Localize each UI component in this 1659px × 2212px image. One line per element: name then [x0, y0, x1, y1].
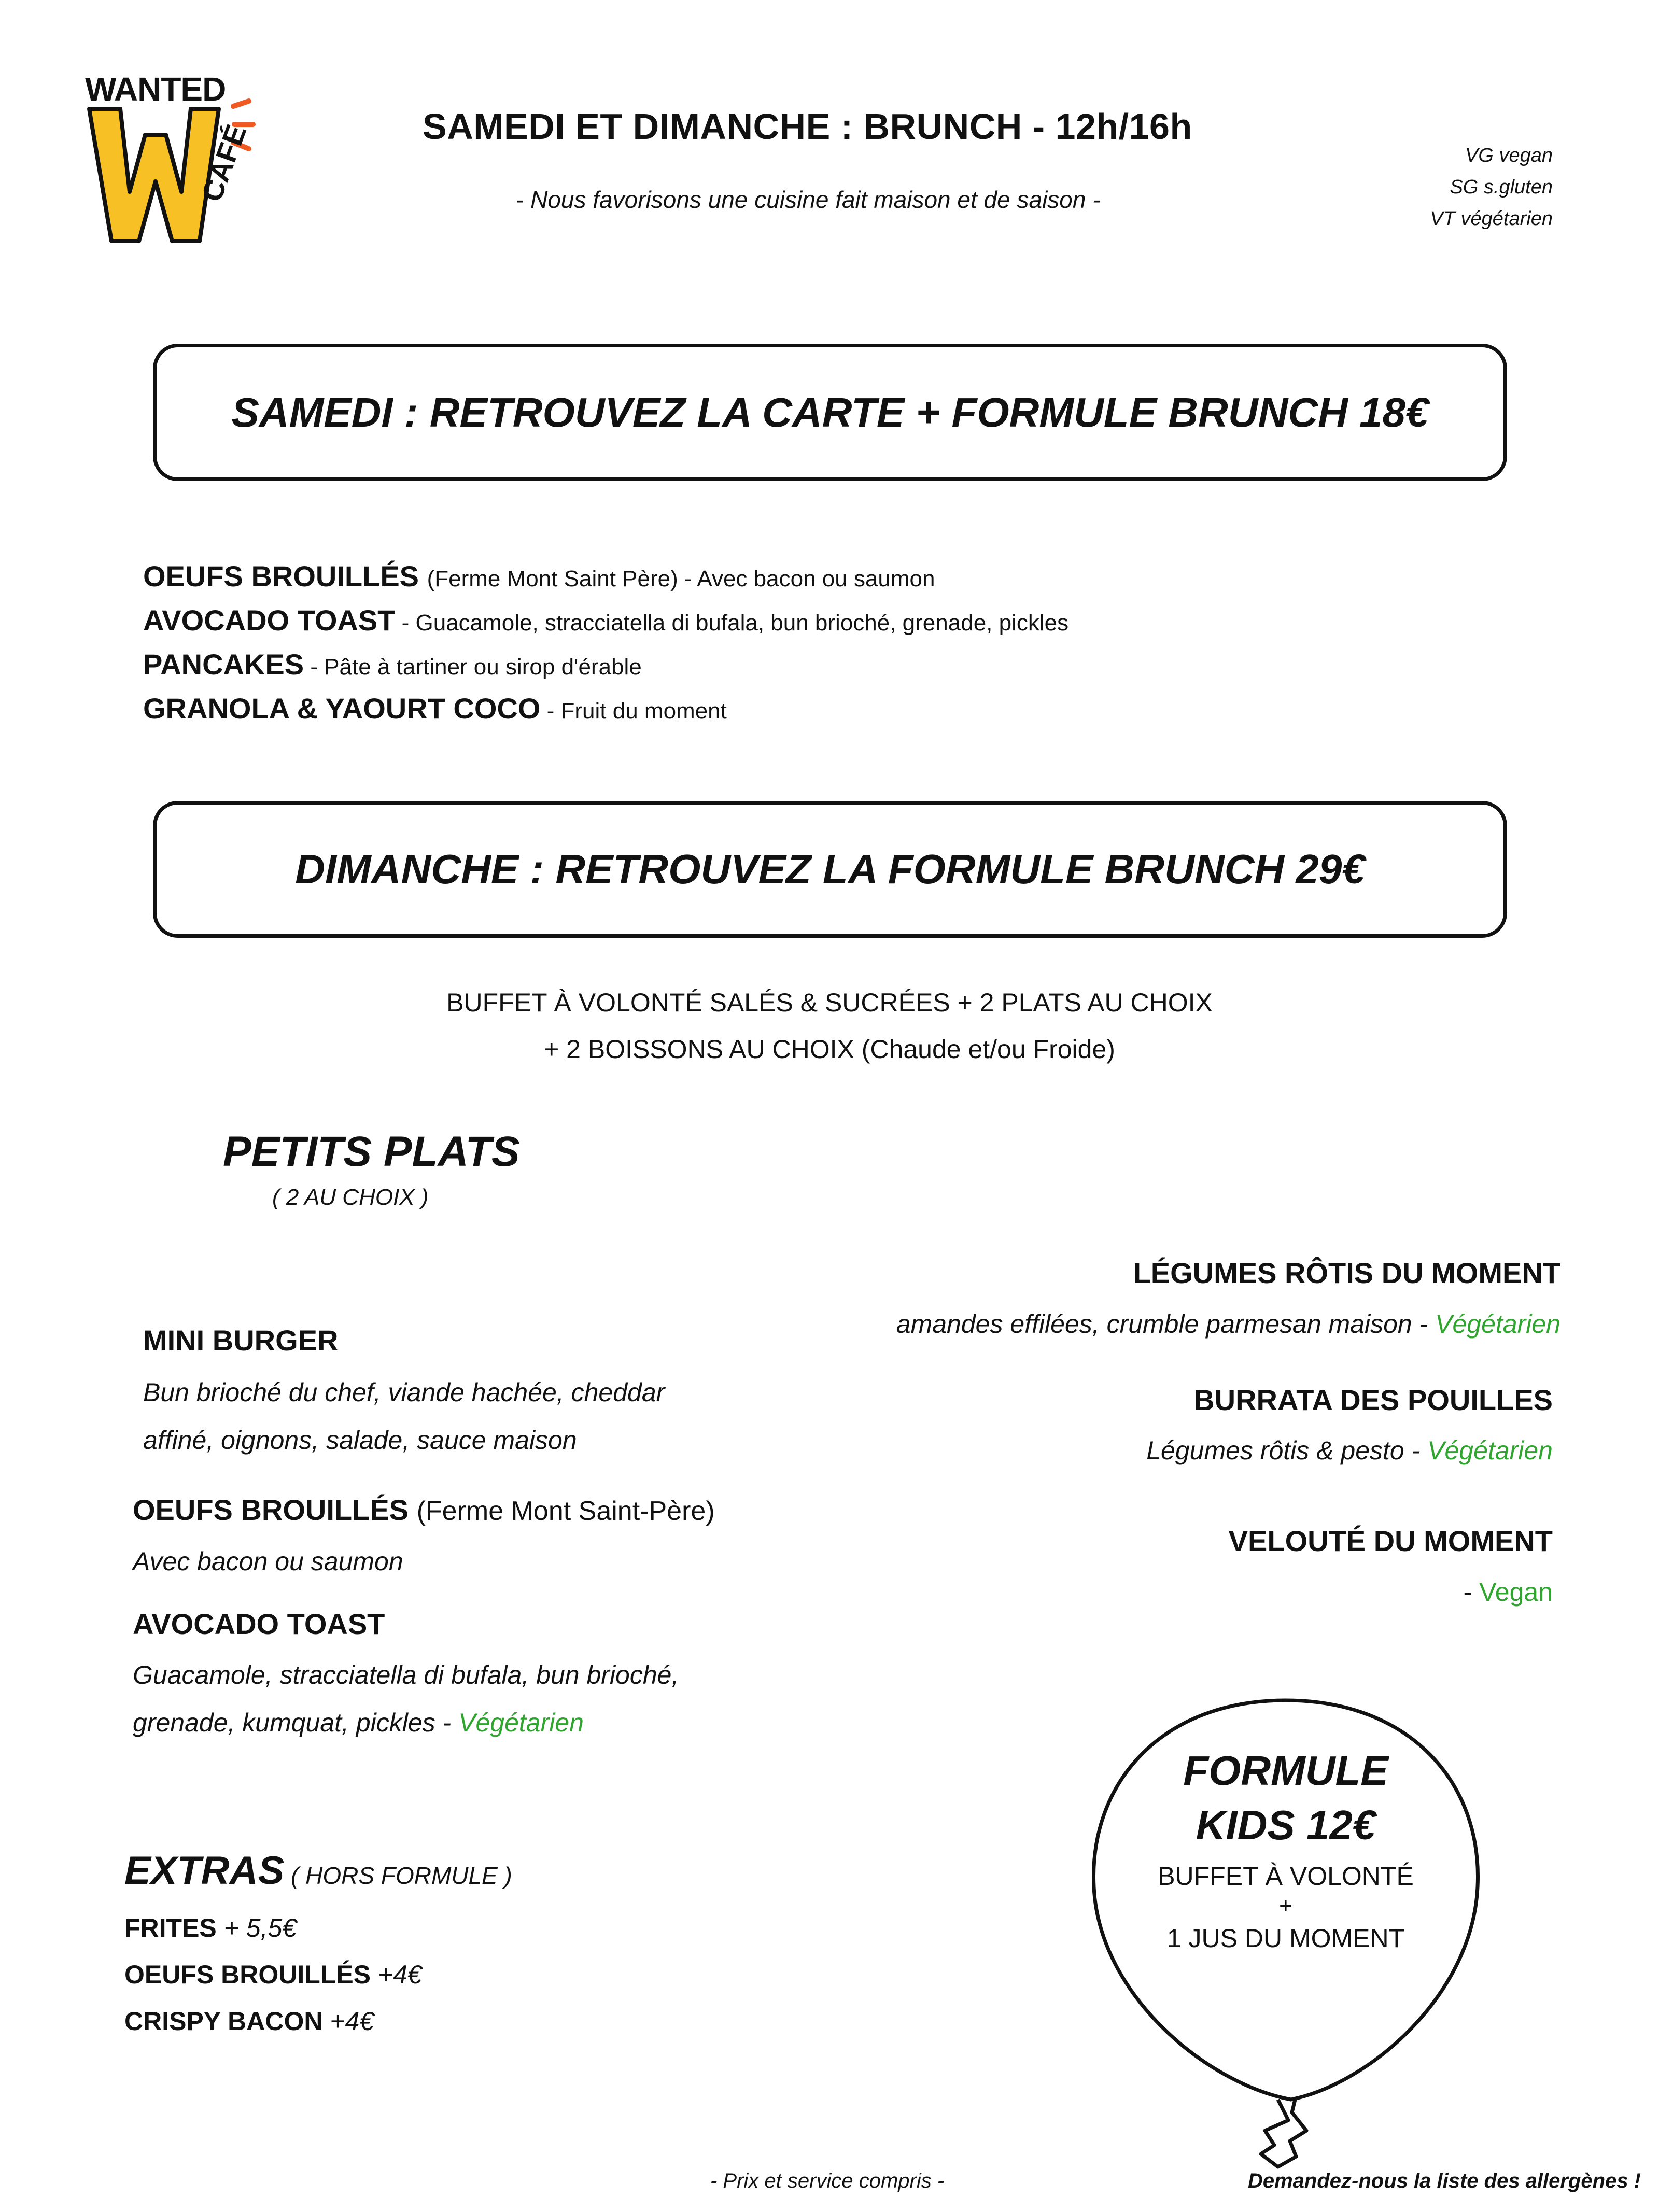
logo-cafe-text: CAFÉ: [194, 120, 253, 206]
item-desc: - Pâte à tartiner ou sirop d'érable: [304, 654, 642, 680]
samedi-menu-list: [143, 556, 1068, 732]
dish-avocado-name: AVOCADO TOAST: [133, 1608, 385, 1640]
list-item: [143, 688, 1068, 732]
dimanche-banner-title: DIMANCHE : RETROUVEZ LA FORMULE BRUNCH 29€: [295, 846, 1365, 892]
legend-vegan: VG vegan: [1465, 145, 1553, 166]
kids-formula-balloon: [1078, 1690, 1493, 2208]
dish-avocado-desc: [133, 1651, 679, 1746]
dish-legumes-desc: [896, 1300, 1560, 1348]
kids-line-2: +: [1279, 1893, 1292, 1919]
kids-title-line-1: FORMULE: [1183, 1748, 1388, 1794]
logo-wanted-text: WANTED: [85, 71, 226, 108]
extra-price: +4€: [322, 2007, 374, 2036]
dish-veloute-desc: [1464, 1568, 1553, 1616]
item-desc: - Fruit du moment: [540, 698, 727, 724]
dish-mini-burger-desc: [143, 1369, 665, 1464]
diet-tag: Végétarien: [458, 1708, 584, 1737]
desc-line: [133, 1699, 679, 1746]
desc-text: -: [1463, 1577, 1480, 1607]
section-subtitle-petits-plats: ( 2 AU CHOIX ): [272, 1185, 429, 1210]
dish-origin: (Ferme Mont Saint-Père): [416, 1496, 715, 1526]
section-title-petits-plats: PETITS PLATS: [223, 1128, 520, 1175]
diet-tag: Vegan: [1479, 1577, 1553, 1607]
samedi-banner: [153, 344, 1507, 481]
desc-line: Bun brioché du chef, viande hachée, cheddar: [143, 1378, 665, 1407]
dish-legumes-name: LÉGUMES RÔTIS DU MOMENT: [1133, 1257, 1560, 1289]
extra-name: OEUFS BROUILLÉS: [124, 1960, 371, 1989]
desc-line: affiné, oignons, salade, sauce maison: [143, 1426, 577, 1455]
item-name: OEUFS BROUILLÉS: [143, 560, 419, 593]
dish-oeufs-desc: Avec bacon ou saumon: [133, 1547, 403, 1576]
extra-item: [124, 2006, 374, 2036]
samedi-banner-title: SAMEDI : RETROUVEZ LA CARTE + FORMULE BRUNCH 18€: [231, 389, 1429, 435]
extras-subtitle: ( HORS FORMULE ): [284, 1862, 512, 1889]
buffet-line-2: + 2 BOISSONS AU CHOIX (Chaude et/ou Froide): [544, 1035, 1115, 1064]
item-origin: (Ferme Mont Saint Père): [427, 566, 678, 591]
list-item: [143, 644, 1068, 688]
footer-price-note: - Prix et service compris -: [710, 2169, 945, 2192]
dish-mini-burger-name: MINI BURGER: [143, 1324, 339, 1357]
kids-line-3: 1 JUS DU MOMENT: [1166, 1924, 1405, 1953]
kids-title-line-2: KIDS 12€: [1196, 1802, 1376, 1848]
desc-text: grenade, kumquat, pickles -: [133, 1708, 459, 1737]
diet-legend: [1430, 140, 1553, 235]
diet-tag: Végétarien: [1435, 1309, 1560, 1339]
footer-allergens-note: Demandez-nous la liste des allergènes !: [1247, 2169, 1641, 2192]
item-desc: - Guacamole, stracciatella di bufala, bun brioché, grenade, pickles: [395, 610, 1069, 636]
cafe-logo: [83, 70, 270, 262]
extra-price: +4€: [371, 1960, 422, 1989]
dish-oeufs-name: [133, 1493, 715, 1527]
page-subtitle: - Nous favorisons une cuisine fait maison et de saison -: [516, 186, 1101, 213]
desc-line: Guacamole, stracciatella di bufala, bun brioché,: [133, 1660, 679, 1689]
dish-burrata-desc: [1146, 1427, 1553, 1474]
extra-item: [124, 1960, 422, 1990]
legend-vegetarian: VT végétarien: [1430, 208, 1553, 230]
dimanche-banner: [153, 801, 1507, 938]
dish-name-text: OEUFS BROUILLÉS: [133, 1494, 409, 1526]
kids-line-1: BUFFET À VOLONTÉ: [1158, 1862, 1414, 1891]
desc-text: amandes effilées, crumble parmesan maison -: [896, 1309, 1436, 1339]
list-item: [143, 556, 1068, 600]
extra-name: CRISPY BACON: [124, 2007, 323, 2036]
dish-burrata-name: BURRATA DES POUILLES: [1193, 1384, 1553, 1416]
extra-price: + 5,5€: [216, 1913, 297, 1942]
item-name: GRANOLA & YAOURT COCO: [143, 692, 541, 725]
diet-tag: Végétarien: [1427, 1436, 1553, 1465]
extra-name: FRITES: [124, 1913, 217, 1942]
dish-veloute-name: VELOUTÉ DU MOMENT: [1228, 1525, 1553, 1557]
section-title-extras: [124, 1848, 512, 1893]
list-item: [143, 600, 1068, 644]
buffet-line-1: BUFFET À VOLONTÉ SALÉS & SUCRÉES + 2 PLATS AU CHOIX: [446, 988, 1213, 1017]
legend-gluten-free: SG s.gluten: [1450, 176, 1553, 198]
page-title: SAMEDI ET DIMANCHE : BRUNCH - 12h/16h: [423, 106, 1192, 147]
desc-text: Légumes rôtis & pesto -: [1146, 1436, 1428, 1465]
item-name: AVOCADO TOAST: [143, 604, 396, 637]
extras-title-text: EXTRAS: [124, 1849, 285, 1893]
item-desc: - Avec bacon ou saumon: [678, 566, 935, 591]
extra-item: [124, 1913, 297, 1943]
item-name: PANCAKES: [143, 648, 304, 681]
